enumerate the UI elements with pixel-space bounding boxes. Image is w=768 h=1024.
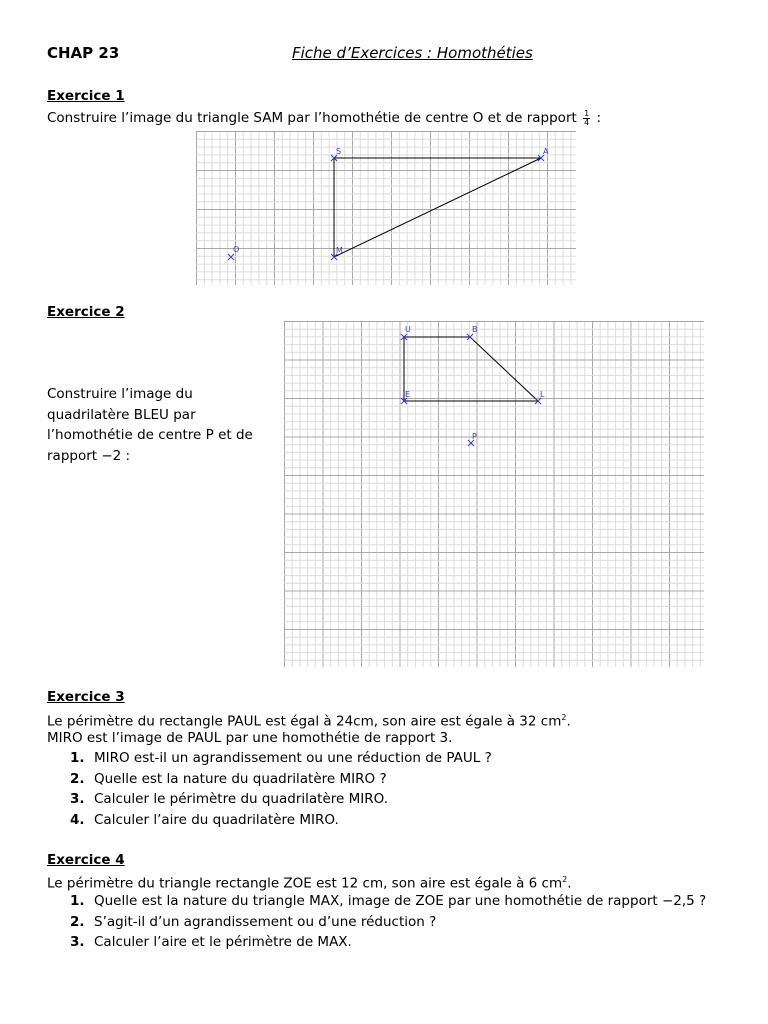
point-A-label: A	[543, 147, 549, 156]
exercise4-exponent: 2	[562, 875, 568, 884]
exercise3-exponent: 2	[561, 713, 567, 722]
page-title: Fiche d’Exercices : Homothéties	[292, 44, 533, 62]
point-L-label: L	[540, 390, 545, 399]
exercise4-intro1	[47, 870, 572, 894]
point-O-label: O	[233, 245, 240, 254]
ratio-numerator: 1	[584, 108, 590, 118]
exercise2-line: quadrilatère BLEU par	[47, 406, 196, 423]
chapter-label: CHAP 23	[47, 44, 120, 62]
exercise2-text	[47, 384, 253, 466]
question-text: MIRO est-il un agrandissement ou une réduction de PAUL ?	[94, 750, 492, 766]
exercise1-statement: Construire l’image du triangle SAM par l’homothétie de centre O et de rapport	[47, 110, 577, 126]
segment-MA	[334, 158, 541, 257]
list-item	[70, 789, 492, 810]
exercise4-questions	[70, 891, 707, 953]
list-item	[70, 912, 699, 933]
exercise2-line: Construire l’image du	[47, 386, 193, 402]
list-item	[70, 769, 492, 790]
point-U-label: U	[405, 325, 411, 334]
question-number: 2.	[70, 913, 85, 930]
question-number: 2.	[70, 770, 85, 787]
question-number: 3.	[70, 934, 85, 950]
exercise2-line: rapport −2 :	[47, 447, 131, 464]
exercise3-questions	[70, 748, 492, 830]
exercise3-title: Exercice 3	[47, 689, 125, 705]
question-text: Quelle est la nature du quadrilatère MIRO ?	[94, 770, 387, 787]
exercise3-intro1-text: Le périmètre du rectangle PAUL est égal à 24cm, son aire est égale à 32 cm	[47, 713, 562, 730]
ratio-fraction	[583, 110, 590, 127]
point-E-label: E	[405, 390, 411, 399]
point-O-marker	[228, 254, 234, 260]
ratio-denominator: 4	[584, 117, 590, 127]
exercise4-title: Exercice 4	[47, 852, 125, 868]
question-text: S’agit-il d’un agrandissement ou d’une réduction ?	[94, 913, 437, 930]
point-M-label: M	[336, 246, 343, 255]
exercise4-period: .	[567, 875, 572, 892]
exercise2-title: Exercice 2	[47, 304, 125, 320]
question-number: 4.	[70, 811, 85, 828]
exercise1-text	[47, 108, 601, 128]
exercise4-intro1-text: Le périmètre du triangle rectangle ZOE est 12 cm, son aire est égale à 6 cm	[47, 875, 563, 892]
exercise1-title: Exercice 1	[47, 88, 125, 104]
point-P-label: P	[472, 432, 477, 441]
question-number: 3.	[70, 791, 85, 807]
question-text: Calculer l’aire du quadrilatère MIRO.	[94, 811, 339, 828]
list-item	[70, 748, 492, 769]
point-S-label: S	[336, 147, 342, 156]
question-text: Quelle est la nature du triangle MAX, image de ZOE par une homothétie de rapport −2,5 ?	[94, 893, 707, 909]
list-item	[70, 810, 492, 831]
exercise1-colon: :	[592, 110, 602, 126]
question-number: 1.	[70, 750, 85, 766]
exercise1-grid	[196, 131, 576, 285]
exercise3-period: .	[566, 713, 571, 730]
question-text: Calculer le périmètre du quadrilatère MIRO.	[94, 791, 388, 807]
list-item	[70, 891, 707, 912]
segment-BL	[470, 337, 538, 401]
question-text: Calculer l’aire et le périmètre de MAX.	[94, 934, 352, 950]
exercise2-line: l’homothétie de centre P et de	[47, 427, 253, 443]
point-B-label: B	[472, 325, 478, 334]
list-item	[70, 932, 699, 953]
question-number: 1.	[70, 893, 85, 909]
exercise2-grid	[284, 321, 704, 667]
exercise3-intro2: MIRO est l’image de PAUL par une homothétie de rapport 3.	[47, 730, 453, 746]
